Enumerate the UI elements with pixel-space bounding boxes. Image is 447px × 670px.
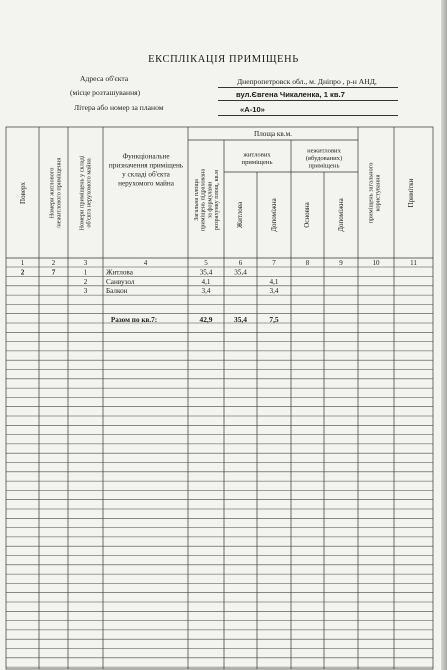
header-line: у складі об'єкта [122,170,170,179]
table-cell: Санвузол [106,277,135,286]
column-number: 10 [372,259,380,267]
column-number: 4 [143,259,148,267]
header-line: Функціональне [122,152,170,161]
table-cell: 3,4 [269,287,279,296]
header-line: приміщень [308,162,340,170]
header-line: (вбудованих) [305,155,343,162]
header-line: призначення приміщень [108,161,184,170]
header-purpose [109,153,184,188]
total-value: 42,9 [199,315,213,324]
table-cell: 2 [83,277,88,286]
column-number: 9 [339,259,343,267]
total-values [200,315,279,324]
plan-label: Літера або номер за планом [74,103,164,112]
header-line: Номери житлового [48,167,56,219]
header-nonliving-main: Основна [303,202,311,228]
table-cell: 3 [83,287,88,296]
table-cell: 4,1 [269,277,279,286]
header-line: розрахунку площ, кв.м [212,169,220,231]
header-line: житлових [243,151,271,159]
header-total-area [193,169,220,231]
header-nonliving-aux: Допоміжна [337,198,345,232]
header-line: /нежитлового приміщення [55,157,63,229]
header-floor: Поверх [19,182,27,204]
column-number: 3 [83,259,88,267]
header-line: нерухомого майна [118,179,174,188]
total-value: 35,4 [234,315,247,324]
table-cell: 2 [20,268,25,277]
column-number: 7 [272,259,276,267]
column-number: 2 [51,259,56,267]
header-living-main: Житлова [236,201,244,229]
column-number: 8 [305,259,310,267]
address-sublabel: (місце розташування) [70,88,141,97]
header-line: Номери приміщень у складі [78,155,86,231]
header-apartment-number [49,158,63,229]
table-data-rows [21,269,279,296]
table-cell: Житлова [106,268,133,277]
table-cell: 3,4 [201,287,211,296]
header-line: приміщень підрахована [199,168,207,232]
header-line: Загальна площа [193,179,201,221]
table-cell: 35,4 [199,268,213,277]
address-line-2: вул.Євгена Чикаленка, 1 кв.7 [236,90,345,99]
plan-value: «А-10» [240,105,265,114]
table-row-lines [6,267,433,667]
header-line: приміщень загального [367,162,375,224]
column-number: 5 [204,259,208,267]
total-label: Разом по кв.7: [110,316,158,324]
header-line: приміщень [241,158,273,166]
header-line: за формулами [206,181,214,219]
total-value: 7,5 [269,315,279,324]
column-number: 1 [20,259,25,267]
table-cell: 4,1 [201,277,211,286]
header-line: об'єкта нерухомого майна [85,158,93,228]
address-line-1: Днепропетровск обл., м. Дніпро , р-н АНД, [237,77,377,86]
address-label: Адреса об'єкта [80,74,129,83]
header-notes: Примітки [407,178,415,208]
header-line: нежитлових [307,147,341,155]
column-number: 11 [410,259,417,267]
column-number: 6 [238,259,243,267]
table-cell: 35,4 [234,268,247,277]
header-common-use [368,163,382,224]
header-living-aux: Допоміжна [270,198,278,232]
header-area-group: Площа кв.м. [254,130,292,138]
document-title: ЕКСПЛІКАЦІЯ ПРИМІЩЕНЬ [148,54,299,65]
header-line: користування [374,174,382,212]
table-cell: Балкон [106,287,128,296]
table-cell: 1 [83,268,88,277]
table-cell: 7 [51,268,56,277]
header-nonliving-group [306,148,342,170]
header-room-number [79,155,93,230]
header-living-group [242,151,273,166]
